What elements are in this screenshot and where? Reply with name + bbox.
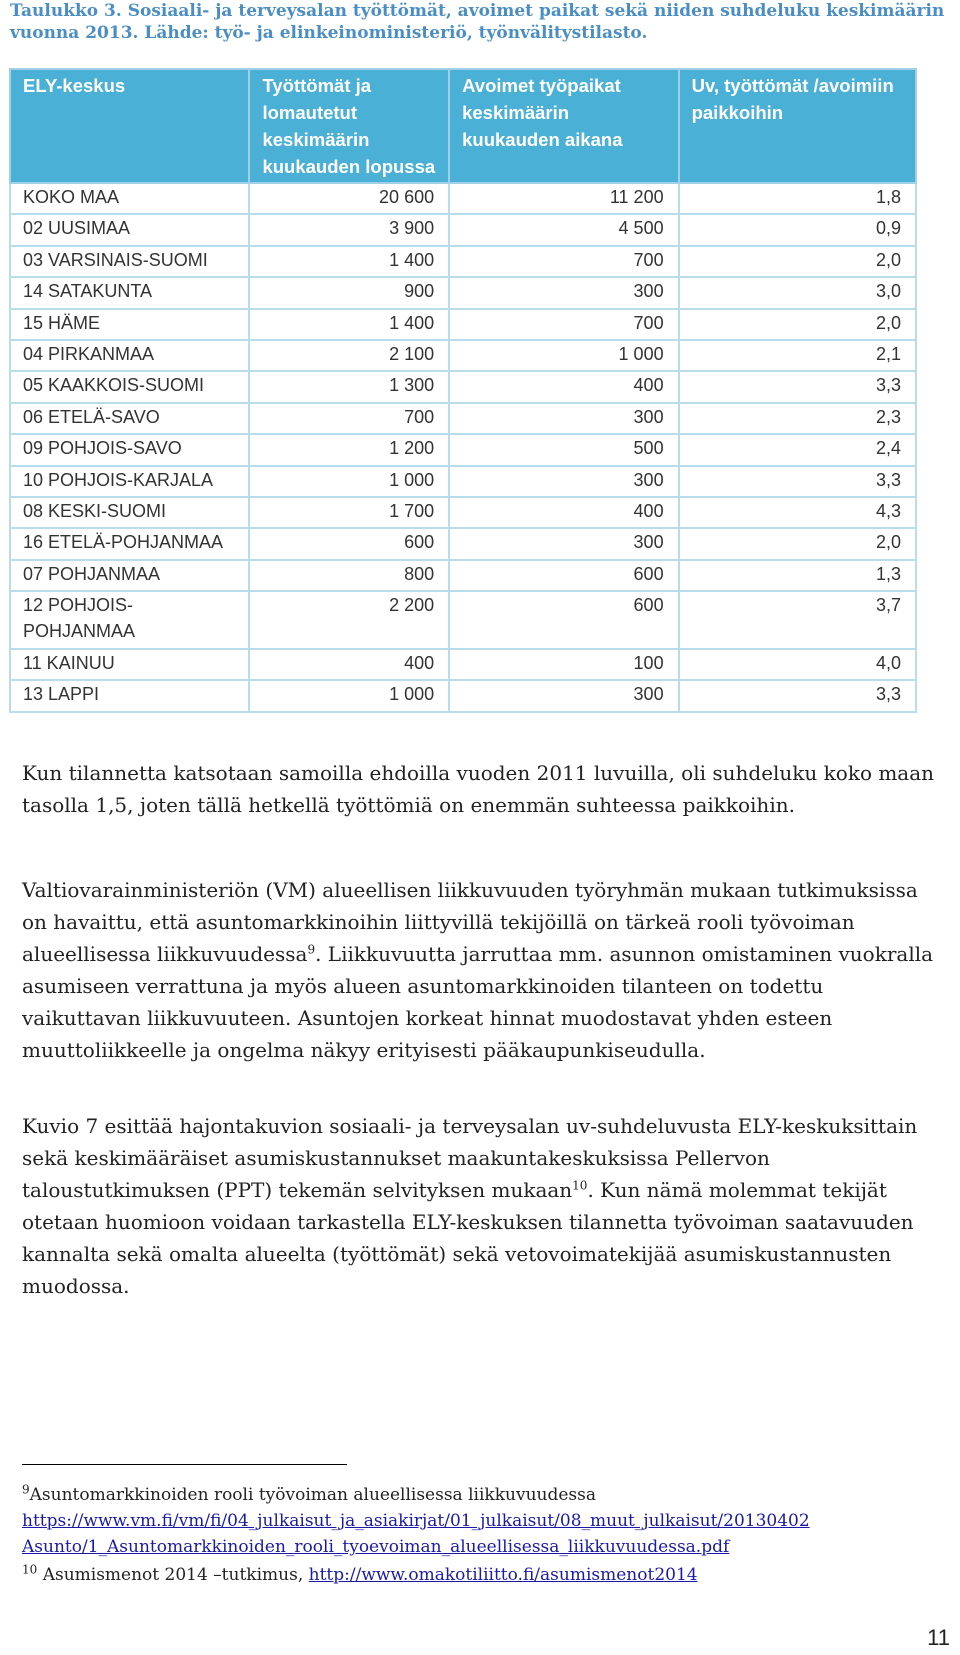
footnote-10-link[interactable]: http://www.omakotiliitto.fi/asumismenot2014: [308, 1565, 698, 1585]
paragraph-3: [22, 1110, 940, 1302]
cell-ratio: 1,3: [679, 560, 916, 591]
cell-region-name: 02 UUSIMAA: [10, 214, 249, 245]
paragraph-3-text-b: . Kun nämä molemmat tekijät otetaan huomioon voidaan tarkastella ELY-keskuksen tilannetta työvoiman saatavuuden kannalta sekä omalta alueelta (työttömät) sekä vetovoimatekijää asumiskustannusten muodossa.: [22, 1178, 914, 1298]
table-row: [10, 560, 916, 591]
cell-region-name: 05 KAAKKOIS-SUOMI: [10, 371, 249, 402]
table-row: [10, 680, 916, 711]
footnote-10: [22, 1562, 952, 1588]
cell-ratio: 2,3: [679, 403, 916, 434]
cell-ratio: 2,0: [679, 246, 916, 277]
cell-vacancies: 400: [449, 497, 678, 528]
cell-vacancies: 600: [449, 560, 678, 591]
cell-unemployed: 1 400: [249, 246, 449, 277]
cell-vacancies: 300: [449, 680, 678, 711]
cell-region-name: 14 SATAKUNTA: [10, 277, 249, 308]
cell-ratio: 4,3: [679, 497, 916, 528]
paragraph-2: [22, 874, 940, 1066]
cell-unemployed: 900: [249, 277, 449, 308]
footnote-9-link-line-2[interactable]: Asunto/1_Asuntomarkkinoiden_rooli_tyoevoiman_alueellisessa_liikkuvuudessa.pdf: [22, 1537, 730, 1557]
cell-region-name: KOKO MAA: [10, 183, 249, 214]
cell-unemployed: 1 700: [249, 497, 449, 528]
unemployment-table: [9, 68, 917, 713]
table-row: [10, 371, 916, 402]
header-vacancies: Avoimet työpaikat keskimäärin kuukauden aikana: [449, 69, 678, 183]
paragraph-2-text-b: . Liikkuvuutta jarruttaa mm. asunnon omistaminen vuokralla asumiseen verrattuna ja myös alueen asuntomarkkinoiden tilanteen on todettu vaikuttavan liikkuvuuteen. Asuntojen korkeat hinnat muodostavat yhden esteen muuttoliikkeelle ja ongelma näkyy erityisesti pääkaupunkiseudulla.: [22, 942, 934, 1062]
cell-ratio: 3,3: [679, 466, 916, 497]
paragraph-3-text-a: Kuvio 7 esittää hajontakuvion sosiaali- ja terveysalan uv-suhdeluvusta ELY-keskuksittain sekä keskimääräiset asumiskustannukset maakuntakeskuksissa Pellervon taloustutkimuksen (PPT) tekemän selvityksen mukaan: [22, 1114, 918, 1202]
cell-vacancies: 700: [449, 246, 678, 277]
cell-ratio: 3,3: [679, 680, 916, 711]
cell-region-name: 12 POHJOIS-POHJANMAA: [10, 591, 249, 649]
table-row: [10, 214, 916, 245]
cell-region-name: 11 KAINUU: [10, 649, 249, 680]
cell-region-name: 09 POHJOIS-SAVO: [10, 434, 249, 465]
cell-unemployed: 1 400: [249, 309, 449, 340]
table-row: [10, 246, 916, 277]
cell-ratio: 3,7: [679, 591, 916, 649]
cell-vacancies: 400: [449, 371, 678, 402]
cell-vacancies: 600: [449, 591, 678, 649]
cell-unemployed: 1 200: [249, 434, 449, 465]
cell-unemployed: 1 000: [249, 466, 449, 497]
cell-vacancies: 100: [449, 649, 678, 680]
cell-unemployed: 700: [249, 403, 449, 434]
footnote-9-link-line-1[interactable]: https://www.vm.fi/vm/fi/04_julkaisut_ja_asiakirjat/01_julkaisut/08_muut_julkaisut/20130402: [22, 1511, 810, 1531]
header-unemployed: Työttömät ja lomautetut keskimäärin kuukauden lopussa: [249, 69, 449, 183]
cell-ratio: 2,0: [679, 528, 916, 559]
table-row: [10, 403, 916, 434]
cell-ratio: 2,1: [679, 340, 916, 371]
cell-ratio: 4,0: [679, 649, 916, 680]
cell-region-name: 07 POHJANMAA: [10, 560, 249, 591]
table-row: [10, 309, 916, 340]
table-row: [10, 528, 916, 559]
footnote-9-number: 9: [22, 1482, 30, 1497]
cell-vacancies: 300: [449, 403, 678, 434]
cell-region-name: 16 ETELÄ-POHJANMAA: [10, 528, 249, 559]
cell-vacancies: 300: [449, 466, 678, 497]
table-row: [10, 277, 916, 308]
cell-vacancies: 1 000: [449, 340, 678, 371]
cell-vacancies: 300: [449, 528, 678, 559]
footnote-10-number: 10: [22, 1562, 38, 1577]
cell-region-name: 10 POHJOIS-KARJALA: [10, 466, 249, 497]
cell-vacancies: 700: [449, 309, 678, 340]
cell-ratio: 2,0: [679, 309, 916, 340]
footnote-ref-9[interactable]: 9: [307, 942, 316, 957]
footnote-ref-10[interactable]: 10: [572, 1178, 588, 1193]
cell-ratio: 3,3: [679, 371, 916, 402]
cell-region-name: 03 VARSINAIS-SUOMI: [10, 246, 249, 277]
cell-vacancies: 4 500: [449, 214, 678, 245]
cell-ratio: 1,8: [679, 183, 916, 214]
table-row: [10, 497, 916, 528]
cell-unemployed: 1 000: [249, 680, 449, 711]
cell-region-name: 15 HÄME: [10, 309, 249, 340]
cell-region-name: 06 ETELÄ-SAVO: [10, 403, 249, 434]
cell-unemployed: 20 600: [249, 183, 449, 214]
cell-unemployed: 3 900: [249, 214, 449, 245]
header-ely-keskus: ELY-keskus: [10, 69, 249, 183]
table-row: [10, 434, 916, 465]
footnote-10-text: Asumismenot 2014 –tutkimus,: [42, 1565, 309, 1585]
cell-unemployed: 600: [249, 528, 449, 559]
cell-vacancies: 300: [449, 277, 678, 308]
table-body: [10, 183, 916, 712]
table-row: [10, 591, 916, 649]
cell-ratio: 0,9: [679, 214, 916, 245]
cell-vacancies: 500: [449, 434, 678, 465]
cell-unemployed: 2 100: [249, 340, 449, 371]
paragraph-2-text-a: Valtiovarainministeriön (VM) alueellisen liikkuvuuden työryhmän mukaan tutkimuksissa on havaittu, että asuntomarkkinoihin liittyvillä tekijöillä on tärkeä rooli työvoiman alueellisessa liikkuvuudessa: [22, 878, 918, 966]
paragraph-1: Kun tilannetta katsotaan samoilla ehdoilla vuoden 2011 luvuilla, oli suhdeluku koko maan tasolla 1,5, joten tällä hetkellä työttömiä on enemmän suhteessa paikkoihin.: [22, 761, 935, 817]
table-row: [10, 649, 916, 680]
table-header-row: [10, 69, 916, 183]
cell-ratio: 3,0: [679, 277, 916, 308]
table-row: [10, 340, 916, 371]
cell-unemployed: 2 200: [249, 591, 449, 649]
cell-ratio: 2,4: [679, 434, 916, 465]
cell-region-name: 13 LAPPI: [10, 680, 249, 711]
cell-vacancies: 11 200: [449, 183, 678, 214]
footnote-9: [22, 1482, 952, 1560]
table-row: [10, 466, 916, 497]
page-number: 11: [927, 1625, 950, 1650]
header-ratio: Uv, työttömät /avoimiin paikkoihin: [679, 69, 916, 183]
table-row: [10, 183, 916, 214]
cell-region-name: 04 PIRKANMAA: [10, 340, 249, 371]
footnote-9-text: Asuntomarkkinoiden rooli työvoiman alueellisessa liikkuvuudessa: [29, 1485, 596, 1505]
cell-unemployed: 400: [249, 649, 449, 680]
table-caption: Taulukko 3. Sosiaali- ja terveysalan työttömät, avoimet paikat sekä niiden suhdeluku keskimäärin vuonna 2013. Lähde: työ- ja elinkeinoministeriö, työnvälitystilasto.: [10, 1, 945, 43]
cell-unemployed: 800: [249, 560, 449, 591]
cell-region-name: 08 KESKI-SUOMI: [10, 497, 249, 528]
footnote-divider: [22, 1464, 347, 1465]
cell-unemployed: 1 300: [249, 371, 449, 402]
